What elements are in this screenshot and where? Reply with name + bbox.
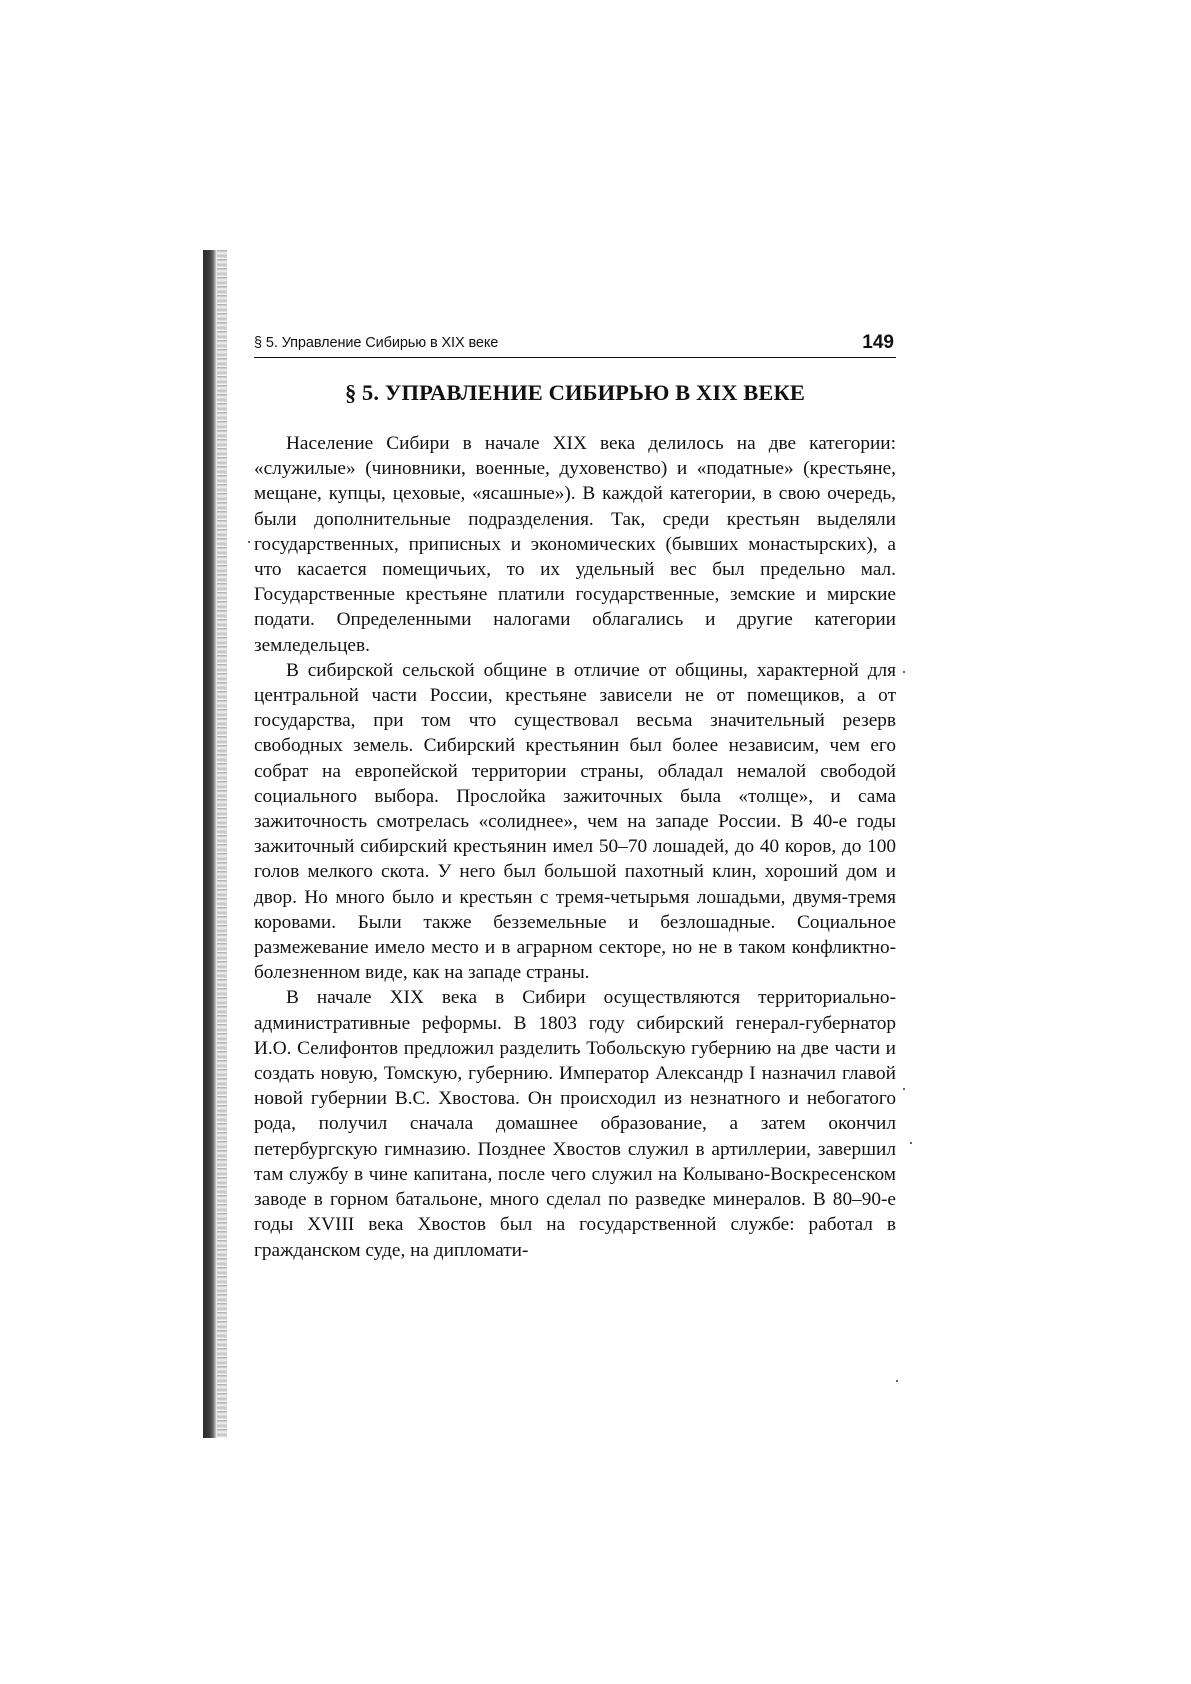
scan-speck: [910, 1142, 912, 1144]
running-header: [254, 327, 896, 358]
paragraph-1: Население Сибири в начале XIX века делилось на две категории: «служилые» (чиновники, военные, духовенство) и «податные» (крестьяне, мещане, купцы, цеховые, «ясашные»). В каждой категории, в свою очередь, были дополнительные подразделения. Так, среди крестьян выделяли государственных, приписных и экономических (бывших монастырских), а что касается помещичьих, то их удельный вес был предельно мал. Государственные крестьяне платили государственные, земские и мирские подати. Определенными налогами облагались и другие категории земледельцев.: [254, 433, 896, 656]
scan-speck: [896, 1380, 898, 1382]
paragraph-3: В начале XIX века в Сибири осуществляются территориально-административные реформы. В 1803 году сибирский генерал-губернатор И.О. Селифонтов предложил разделить Тобольскую губернию на две части и создать новую, Томскую, губернию. Император Александр I назначил главой новой губернии В.С. Хвостова. Он происходил из незнатного и небогатого рода, получил сначала домашнее образование, а затем окончил петербургскую гимназию. Позднее Хвостов служил в артиллерии, завершил там службу в чине капитана, после чего служил на Колывано-Воскресенском заводе в горном батальоне, много сделал по разведке минералов. В 80–90-е годы XVIII века Хвостов был на государственной службе: работал в гражданском суде, на дипломати-: [254, 987, 896, 1261]
scan-binding-edge: [203, 250, 217, 1438]
paragraph-2: В сибирской сельской общине в отличие от общины, характерной для центральной части России, крестьяне зависели не от помещиков, а от государства, при том что существовал весьма значительный резерв свободных земель. Сибирский крестьянин был более независим, чем его собрат на европейской территории страны, обладал немалой свободой социального выбора. Прослойка зажиточных была «толще», и сама зажиточность смотрелась «солиднее», чем на западе России. В 40-е годы зажиточный сибирский крестьянин имел 50–70 лошадей, до 40 коров, до 100 голов мелкого скота. У него был большой пахотный клин, хороший дом и двор. Но много было и крестьян с тремя-четырьмя лошадьми, двумя-тремя коровами. Были также безземельные и безлошадные. Социальное размежевание имело место и в аграрном секторе, но не в таком конфликтно-болезненном виде, как на западе страны.: [254, 659, 896, 984]
body-text: [254, 431, 896, 1263]
scan-binding-texture: [217, 250, 227, 1438]
scan-speck: [903, 671, 905, 673]
running-title: § 5. Управление Сибирью в XIX веке: [254, 335, 499, 351]
scan-speck: [248, 541, 250, 543]
section-title: § 5. УПРАВЛЕНИЕ СИБИРЬЮ В XIX ВЕКЕ: [344, 380, 805, 405]
page-number: 149: [862, 332, 894, 353]
scan-speck: [903, 1088, 905, 1090]
